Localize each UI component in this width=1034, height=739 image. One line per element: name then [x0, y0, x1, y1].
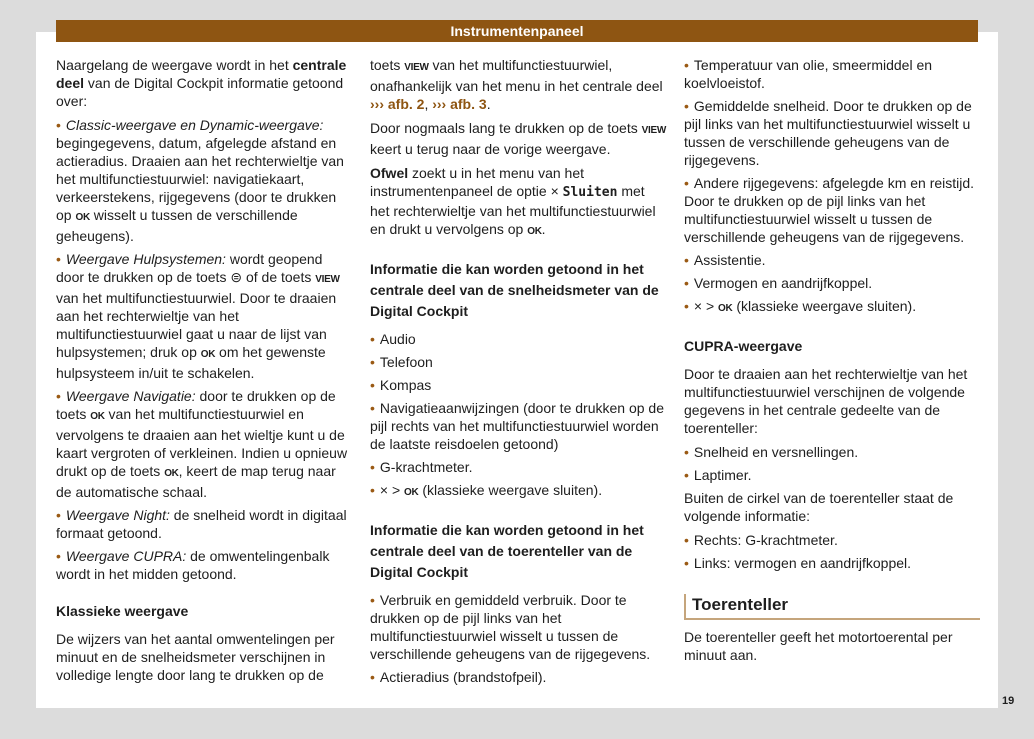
text-run: Klassieke weergave	[56, 603, 189, 619]
text-run: .	[541, 221, 546, 237]
paragraph	[370, 164, 666, 241]
text-run: Audio	[379, 331, 416, 347]
bullet-icon: •	[684, 275, 689, 291]
text-run: of de toets	[242, 269, 316, 285]
bullet-icon: •	[56, 548, 61, 564]
subheading	[370, 259, 666, 322]
section-header: Instrumentenpaneel	[56, 20, 978, 42]
bullet-icon: •	[370, 669, 375, 685]
text-run: (klassieke weergave sluiten).	[732, 298, 917, 314]
italic-text: Weergave Navigatie:	[65, 388, 196, 404]
text-run: De wijzers van het aantal omwentelingen per minuut en de snelheidsmeter verschijnen in volledige lengte door lang te drukken op de	[56, 631, 335, 683]
text-run: wisselt u tussen de verschillende geheugens).	[56, 207, 298, 244]
text-run: van het multifunctiestuurwiel, onafhankelijk van het menu in het centrale deel	[370, 57, 663, 94]
text-run: de snelheid wordt in digitaal formaat getoond.	[56, 507, 347, 541]
key-label: VIEW	[641, 125, 666, 136]
list-item	[370, 353, 666, 371]
text-run: Actieradius (brandstofpeil).	[379, 669, 547, 685]
bullet-icon: •	[684, 555, 689, 571]
list-item	[56, 547, 352, 583]
list-item	[370, 591, 666, 663]
list-item	[684, 297, 980, 318]
text-run: × >	[379, 482, 405, 498]
text-run: Door nogmaals lang te drukken op de toets	[370, 120, 642, 136]
text-run: Temperatuur van olie, smeermiddel en koelvloeistof.	[684, 57, 933, 91]
text-run: ,	[424, 96, 433, 112]
bullet-icon: •	[370, 400, 375, 416]
list-item	[56, 250, 352, 382]
bullet-icon: •	[684, 444, 689, 460]
figure-link[interactable]: ››› afb. 2	[370, 96, 425, 112]
text-run: begingegevens, datum, afgelegde afstand en actieradius. Draaien aan het rechterwieltje van het multifunctiestuurwiel: navigatiekaart, verkeerstekens, rijgegevens (door te drukken op	[56, 135, 344, 223]
text-run: Door te draaien aan het rechterwieltje van het multifunctiestuurwiel verschijnen de volgende gegevens in het centrale gedeelte van de toerenteller:	[684, 366, 968, 436]
list-item	[56, 506, 352, 542]
text-run: Kompas	[379, 377, 432, 393]
key-label: OK	[90, 411, 105, 422]
text-run: Snelheid en versnellingen.	[693, 444, 859, 460]
key-label: VIEW	[404, 62, 429, 73]
key-label: OK	[75, 212, 90, 223]
bullet-icon: •	[370, 354, 375, 370]
list-item	[684, 251, 980, 269]
subheading	[56, 601, 352, 622]
text-run: G-krachtmeter.	[379, 459, 473, 475]
key-label: VIEW	[315, 274, 340, 285]
paragraph	[56, 56, 352, 110]
text-run: om het gewenste hulpsysteem in/uit te schakelen.	[56, 344, 326, 381]
text-run: Buiten de cirkel van de toerenteller staat de volgende informatie:	[684, 490, 954, 524]
list-item	[684, 531, 980, 549]
text-run: Links: vermogen en aandrijfkoppel.	[693, 555, 912, 571]
text-run: door te drukken op de toets	[56, 388, 336, 422]
section-heading	[684, 594, 980, 620]
text-run: Informatie die kan worden getoond in het centrale deel van de toerenteller van de Digital Cockpit	[370, 522, 644, 580]
list-item	[56, 116, 352, 245]
text-run: van het multifunctiestuurwiel en vervolgens te draaien aan het wieltje kunt u de kaart vergroten of verkleinen. Indien u opnieuw drukt op de toets	[56, 406, 348, 479]
subheading	[370, 520, 666, 583]
bold-text: Ofwel	[370, 165, 409, 181]
bullet-icon: •	[56, 251, 61, 267]
text-run: zoekt u in het menu van het instrumentenpaneel de optie ×	[370, 165, 585, 199]
text-run: toets	[370, 57, 405, 73]
column-3	[684, 56, 980, 670]
paragraph	[56, 630, 352, 684]
list-item	[684, 97, 980, 169]
list-item	[684, 443, 980, 461]
paragraph	[684, 365, 980, 437]
bullet-icon: •	[370, 459, 375, 475]
text-run: Verbruik en gemiddeld verbruik. Door te drukken op de pijl links van het multifunctiestuurwiel wisselt u tussen de verschillende geheugens van de rijgegevens.	[370, 592, 651, 662]
bold-text: centrale deel	[56, 57, 347, 91]
bullet-icon: •	[684, 175, 689, 191]
text-run: Gemiddelde snelheid. Door te drukken op de pijl links van het multifunctiestuurwiel wisselt u tussen de verschillende geheugens van de rijgegevens.	[684, 98, 972, 168]
italic-text: Classic-weergave en Dynamic-weergave:	[65, 117, 324, 133]
text-run: de omwentelingenbalk wordt in het midden getoond.	[56, 548, 330, 582]
list-item	[684, 174, 980, 246]
text-run: .	[486, 96, 491, 112]
figure-link[interactable]: ››› afb. 3	[432, 96, 487, 112]
bullet-icon: •	[370, 482, 375, 498]
list-item	[370, 376, 666, 394]
key-label: OK	[718, 303, 733, 314]
key-label: OK	[164, 468, 179, 479]
column-2	[370, 56, 666, 691]
key-label: OK	[200, 349, 216, 360]
column-1	[56, 56, 352, 690]
text-run: Vermogen en aandrijfkoppel.	[693, 275, 873, 291]
list-item	[684, 56, 980, 92]
bullet-icon: •	[370, 331, 375, 347]
text-run: Navigatieaanwijzingen (door te drukken op de pijl rechts van het multifunctiestuurwiel worden de laatste reisdoelen getoond)	[370, 400, 664, 452]
page-number: 19	[1002, 695, 1015, 707]
list-item	[684, 554, 980, 572]
text-run: Telefoon	[379, 354, 433, 370]
list-item	[370, 481, 666, 502]
text-run: keert u terug naar de vorige weergave.	[370, 141, 611, 157]
list-item	[684, 466, 980, 484]
text-run: , keert de map terug naar de automatische schaal.	[56, 463, 336, 500]
italic-text: Weergave CUPRA:	[65, 548, 187, 564]
text-run: CUPRA-weergave	[684, 338, 803, 354]
subheading	[684, 336, 980, 357]
text-run: × >	[693, 298, 719, 314]
text-run: van het multifunctiestuurwiel. Door te draaien aan het rechterwieltje van het multifunctiestuurwiel gaat u naar de lijst van hulpsystemen; druk op	[56, 290, 337, 360]
list-item	[370, 399, 666, 453]
bullet-icon: •	[56, 117, 61, 133]
bullet-icon: •	[684, 298, 689, 314]
paragraph	[684, 628, 980, 664]
key-label: OK	[527, 226, 542, 237]
paragraph	[370, 56, 666, 113]
bullet-icon: •	[56, 507, 61, 523]
text-run: Naargelang de weergave wordt in het	[56, 57, 293, 73]
text-run: Toerenteller	[692, 595, 789, 614]
list-item	[56, 387, 352, 501]
assist-button-icon: ⊜	[230, 269, 243, 285]
bullet-icon: •	[370, 592, 375, 608]
bullet-icon: •	[56, 388, 61, 404]
text-run: met het rechterwieltje van het multifunctiestuurwiel en drukt u vervolgens op	[370, 183, 656, 237]
bullet-icon: •	[370, 377, 375, 393]
menu-option: Sluiten	[562, 185, 618, 200]
bullet-icon: •	[684, 252, 689, 268]
list-item	[370, 668, 666, 686]
text-run: (klassieke weergave sluiten).	[418, 482, 603, 498]
list-item	[370, 458, 666, 476]
italic-text: Weergave Night:	[65, 507, 170, 523]
text-run: Andere rijgegevens: afgelegde km en reistijd. Door te drukken op de pijl links van het multifunctiestuurwiel wisselt u tussen de verschillende geheugens van de rijgegevens.	[684, 175, 975, 245]
list-item	[684, 274, 980, 292]
list-item	[370, 330, 666, 348]
bullet-icon: •	[684, 98, 689, 114]
text-run: De toerenteller geeft het motortoerental per minuut aan.	[684, 629, 953, 663]
key-label: OK	[404, 487, 419, 498]
italic-text: Weergave Hulpsystemen:	[65, 251, 226, 267]
bullet-icon: •	[684, 57, 689, 73]
text-run: wordt geopend door te drukken op de toets	[56, 251, 323, 285]
text-run: Rechts: G-krachtmeter.	[693, 532, 838, 548]
paragraph	[370, 119, 666, 158]
text-run: van de Digital Cockpit informatie getoond over:	[56, 75, 344, 109]
text-run: Informatie die kan worden getoond in het centrale deel van de snelheidsmeter van de Digital Cockpit	[370, 261, 659, 319]
bullet-icon: •	[684, 532, 689, 548]
paragraph	[684, 489, 980, 525]
text-run: Laptimer.	[693, 467, 752, 483]
text-run: Assistentie.	[693, 252, 766, 268]
bullet-icon: •	[684, 467, 689, 483]
